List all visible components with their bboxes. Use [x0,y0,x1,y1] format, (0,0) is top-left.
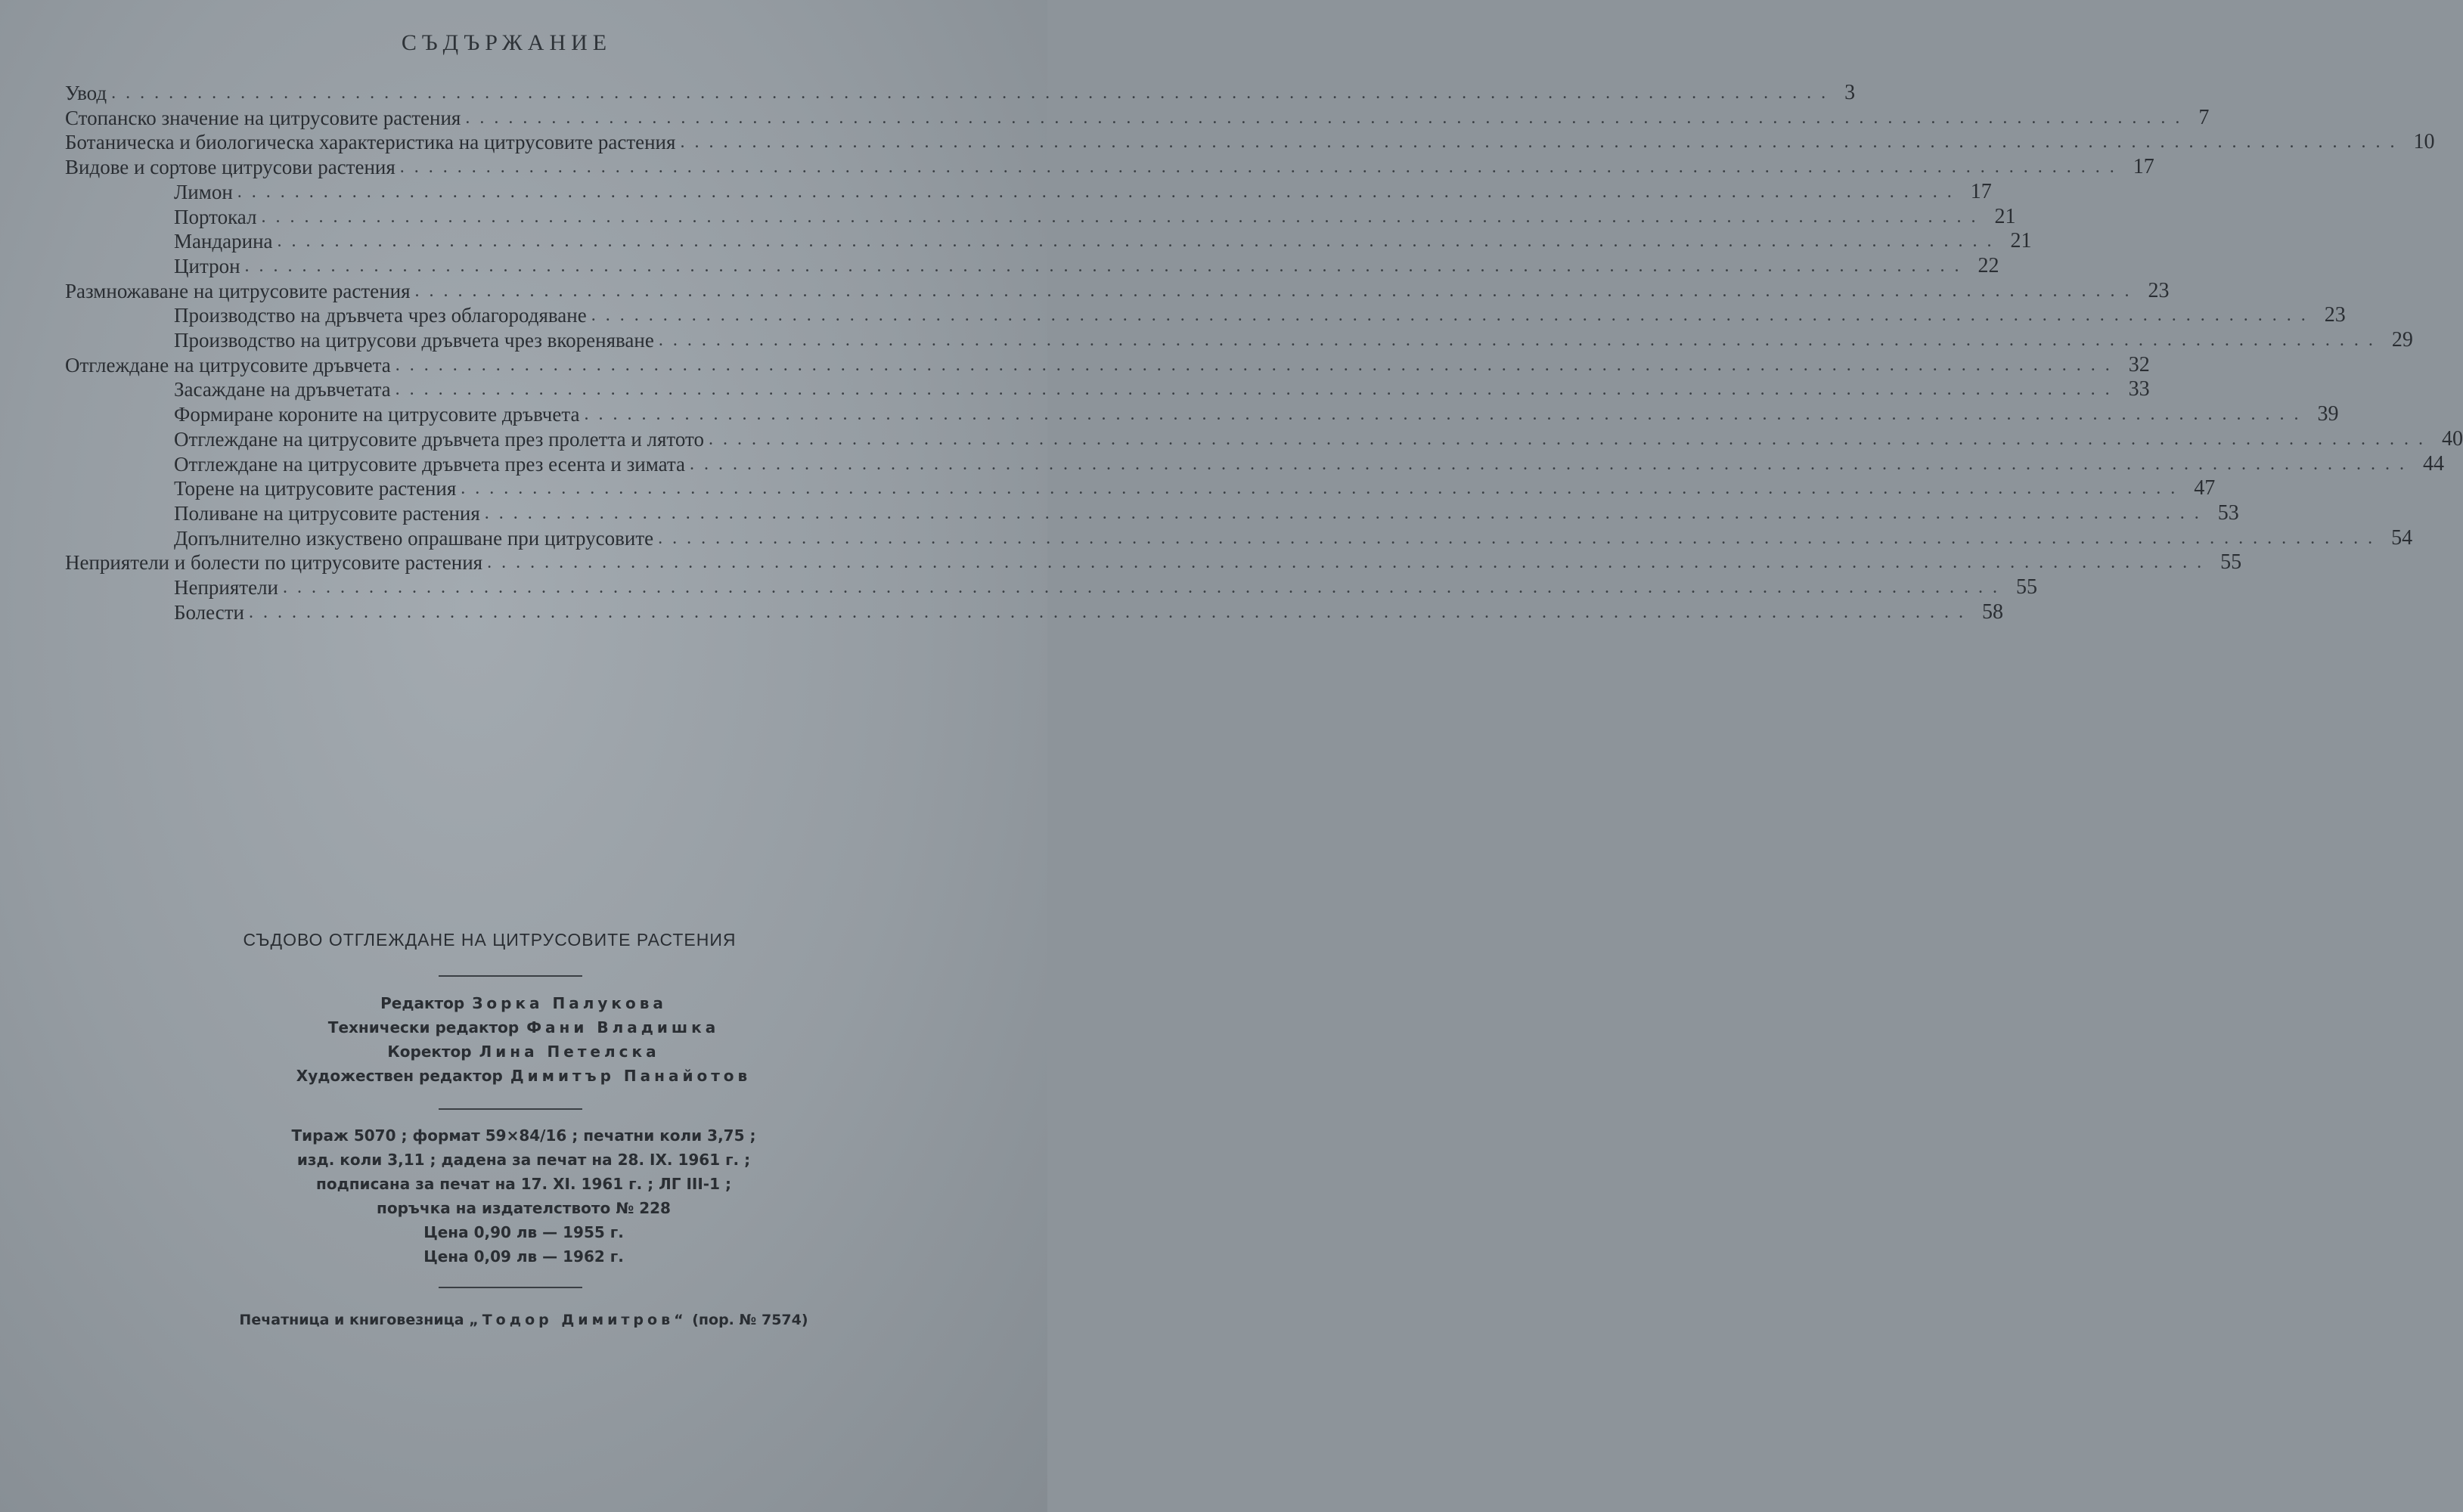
dot-leader: ........................................................................................................................ [680,132,2405,153]
toc-entry [65,105,2210,129]
toc-page-number: 33 [2128,377,2150,401]
dot-leader: ........................................................................................................................ [414,280,2139,301]
toc-page-number: 21 [2010,229,2032,253]
toc-page-number: 53 [2217,500,2239,525]
dot-leader: ........................................................................................................................ [395,380,2120,400]
dot-leader: ........................................................................................................................ [277,231,2002,252]
credit-role: Редактор [380,994,465,1012]
credit-art-editor [0,1067,1047,1085]
toc-entry-label: Отглеждане на цитрусовите дръвчета през есента и зимата [174,452,685,476]
toc-page-number: 55 [2220,550,2242,575]
credit-name: Зорка Палукова [472,994,667,1012]
toc-subentry [174,376,2150,401]
dot-leader: ........................................................................................................................ [465,107,2190,128]
dot-leader: ........................................................................................................................ [487,553,2212,573]
toc-subentry [174,575,2038,599]
toc-page-number: 39 [2317,402,2339,426]
toc-entry-label: Ботаническа и биологическа характеристика на цитрусовите растения [65,131,676,154]
dot-leader: ........................................................................................................................ [658,330,2383,350]
credit-name: Фани Владишка [526,1018,720,1036]
dot-leader: ........................................................................................................................ [237,181,1962,202]
toc-entry-label: Неприятели и болести по цитрусовите растения [65,551,483,575]
toc-page-number: 22 [1978,253,1999,277]
credit-name: Лина Петелска [479,1043,660,1061]
toc-subentry [174,302,2346,327]
toc-entry-label: Стопанско значение на цитрусовите растения [65,106,461,129]
toc-entry [65,352,2150,376]
toc-page-number: 58 [1982,600,2004,624]
toc-entry-label: Формиране короните на цитрусовите дръвчета [174,403,580,426]
toc-entry-label: Болести [174,600,245,624]
price-line: Цена 0,09 лв — 1962 г. [423,1247,624,1266]
toc-subentry [174,476,2216,500]
credit-proofreader [0,1043,1047,1061]
dot-leader: ........................................................................................................................ [261,206,1986,227]
toc-subentry [174,228,2032,253]
publication-line: подписана за печат на 17. XI. 1961 г. ; ЛГ III-1 ; [316,1175,731,1193]
toc-page-number: 7 [2198,105,2210,129]
toc-title: СЪДЪРЖАНИЕ [401,30,613,55]
toc-page-number: 54 [2391,525,2413,550]
printer-line [0,1312,1047,1328]
toc-subentry [174,253,1999,277]
price-line: Цена 0,90 лв — 1955 г. [423,1223,624,1241]
divider-rule [439,1108,582,1110]
toc-entry-label: Лимон [174,180,233,203]
dot-leader: ........................................................................................................................ [690,454,2414,474]
toc-entry-label: Мандарина [174,230,273,253]
dot-leader: ........................................................................................................................ [708,429,2433,449]
toc-page-number: 47 [2194,476,2216,500]
toc-subentry [174,179,1992,203]
toc-entry [65,80,1856,104]
publication-line: поръчка на издателството № 228 [377,1199,671,1217]
dot-leader: ........................................................................................................................ [283,578,2008,597]
toc-entry-label: Допълнително изкуствено опрашване при цитрусовите [174,526,654,550]
toc-subentry [174,600,2004,624]
credit-technical-editor [0,1018,1047,1036]
toc-subentry [174,500,2239,525]
credit-editor [0,994,1047,1012]
toc-subentry [174,426,2463,451]
dot-leader: ........................................................................................................................ [399,157,2124,178]
toc-entry-label: Производство на дръвчета чрез облагородяване [174,304,587,327]
dot-leader: ........................................................................................................................ [244,256,1969,276]
printer-order: (пор. № 7574) [692,1312,808,1328]
toc-subentry [174,401,2339,426]
toc-entry-label: Портокал [174,205,257,228]
toc-entry [65,154,2154,179]
toc-entry-label: Отглеждане на цитрусовите дръвчета [65,353,391,376]
toc-entry-label: Поливане на цитрусовите растения [174,501,480,525]
dot-leader: ........................................................................................................................ [395,355,2120,375]
toc-entry-label: Засаждане на дръвчетата [174,378,391,401]
toc-page-number: 55 [2016,575,2038,599]
printer-name: „Тодор Димитров“ [469,1312,687,1328]
toc-entry-label: Увод [65,82,107,104]
dot-leader: ........................................................................................................................ [111,83,1836,103]
imprint-book-title: СЪДОВО ОТГЛЕЖДАНЕ НА ЦИТРУСОВИТЕ РАСТЕНИЯ [243,930,737,950]
toc-page-number: 23 [2324,303,2346,327]
toc-page-number: 10 [2413,130,2435,154]
toc-page-number: 23 [2148,278,2170,302]
toc-page-number: 32 [2128,352,2150,376]
dot-leader: ........................................................................................................................ [591,305,2316,326]
toc-page-number: 3 [1844,81,1856,104]
dot-leader: ........................................................................................................................ [249,602,1974,622]
toc-entry-label: Видове и сортове цитрусови растения [65,156,396,179]
toc-page-number: 21 [1994,204,2016,228]
toc-subentry [174,327,2413,352]
toc-subentry [174,451,2444,476]
credit-role: Коректор [387,1043,472,1061]
toc-entry-label: Отглеждане на цитрусовите дръвчета през пролетта и лятото [174,427,704,451]
toc-entry [65,129,2435,154]
dot-leader: ........................................................................................................................ [584,404,2309,425]
credit-role: Художествен редактор [296,1067,503,1085]
credit-role: Технически редактор [327,1018,520,1036]
toc-page-number: 40 [2441,426,2463,451]
credit-name: Димитър Панайотов [510,1067,752,1085]
dot-leader: ........................................................................................................................ [461,479,2185,499]
dot-leader: ........................................................................................................................ [484,503,2209,523]
publication-line: Тираж 5070 ; формат 59×84/16 ; печатни коли 3,75 ; [291,1126,756,1145]
toc-page-number: 17 [2133,155,2154,179]
printer-prefix: Печатница и книговезница [239,1312,464,1328]
toc-page-number: 44 [2423,451,2444,476]
toc-entry-label: Цитрон [174,254,240,277]
toc-entry [65,278,2170,302]
toc-page-number: 29 [2391,328,2413,352]
toc-entry-label: Торене на цитрусовите растения [174,477,457,500]
toc-entry-label: Неприятели [174,576,279,599]
dot-leader: ........................................................................................................................ [658,528,2383,548]
toc-page-number: 17 [1970,179,1992,203]
divider-rule [439,975,582,977]
toc-subentry [174,525,2413,550]
toc-entry-label: Размножаване на цитрусовите растения [65,279,411,302]
toc-entry-label: Производство на цитрусови дръвчета чрез вкореняване [174,329,654,352]
publication-line: изд. коли 3,11 ; дадена за печат на 28. IX. 1961 г. ; [296,1151,751,1169]
toc-subentry [174,204,2016,228]
divider-rule [439,1287,582,1288]
toc-entry [65,550,2242,575]
